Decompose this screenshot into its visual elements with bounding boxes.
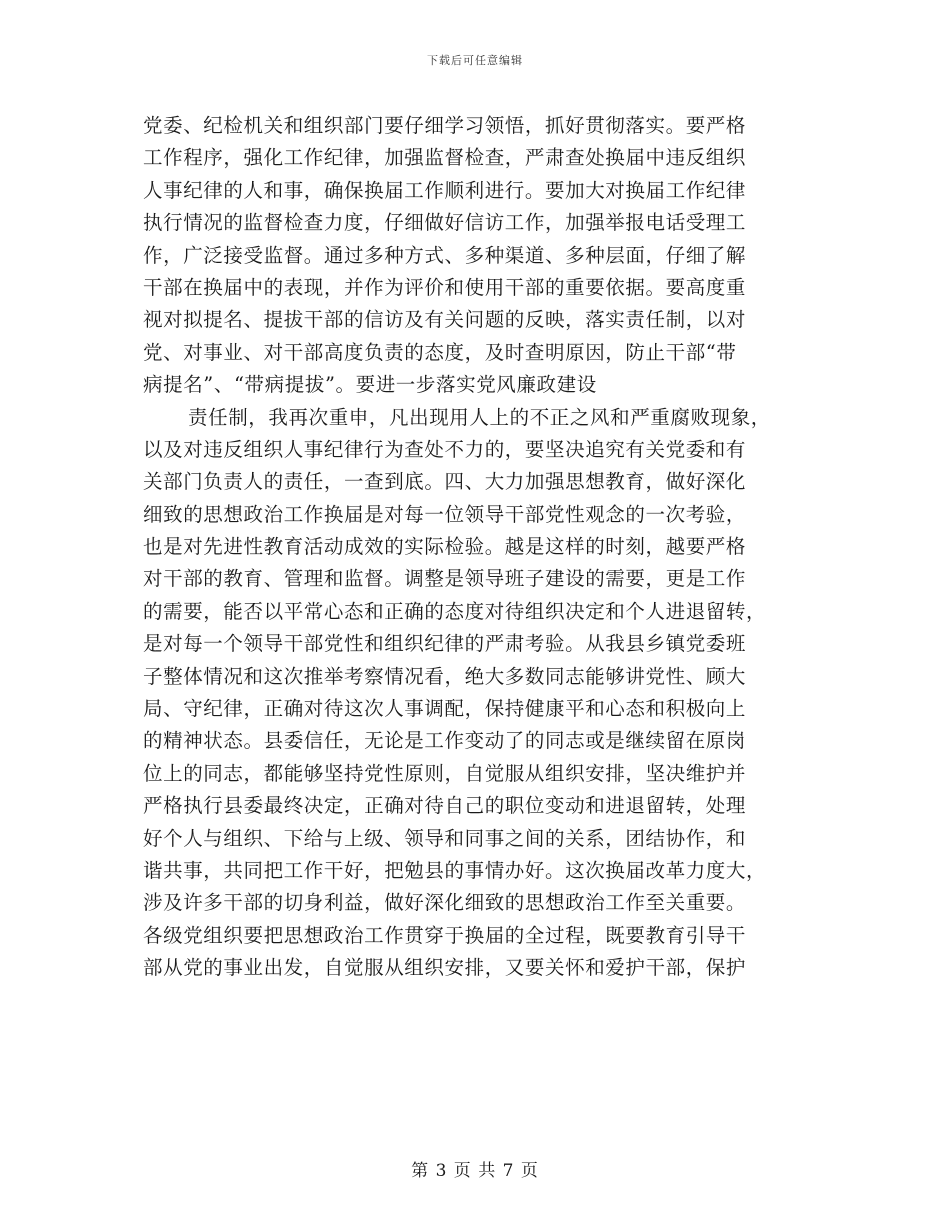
text-line: 视对拟提名、提拔干部的信访及有关问题的反映，落实责任制，以对	[143, 308, 747, 332]
text-line: 病提名”、“带病提拔”。要进一步落实党风廉政建设	[143, 373, 597, 397]
text-line: 部从党的事业出发，自觉服从组织安排，又要关怀和爱护干部，保护	[143, 956, 747, 980]
text-line: 也是对先进性教育活动成效的实际检验。越是这样的时刻，越要严格	[143, 535, 747, 559]
text-line: 对干部的教育、管理和监督。调整是领导班子建设的需要，更是工作	[143, 567, 747, 591]
text-line: 关部门负责人的责任，一查到底。四、大力加强思想教育，做好深化	[143, 470, 747, 494]
page-header: 下载后可任意编辑	[427, 54, 523, 67]
text-line: 位上的同志，都能够坚持党性原则，自觉服从组织安排，坚决维护并	[143, 761, 747, 785]
page-number-footer: 第 3 页 共 7 页	[411, 1161, 539, 1181]
text-line: 工作程序，强化工作纪律，加强监督检查，严肃查处换届中违反组织	[143, 146, 747, 170]
document-body	[143, 110, 798, 985]
text-line: 严格执行县委最终决定，正确对待自己的职位变动和进退留转，处理	[143, 794, 747, 818]
text-line: 党委、纪检机关和组织部门要仔细学习领悟，抓好贯彻落实。要严格	[143, 114, 747, 137]
text-line: 子整体情况和这次推举考察情况看，绝大多数同志能够讲党性、顾大	[143, 664, 747, 688]
text-line: 以及对违反组织人事纪律行为查处不力的，要坚决追究有关党委和有	[143, 437, 747, 461]
text-line: 好个人与组织、下给与上级、领导和同事之间的关系，团结协作，和	[143, 826, 747, 850]
text-line: 各级党组织要把思想政治工作贯穿于换届的全过程，既要教育引导干	[143, 923, 747, 947]
text-line: 党、对事业、对干部高度负责的态度，及时查明原因，防止干部“带	[143, 340, 737, 364]
text-line: 是对每一个领导干部党性和组织纪律的严肃考验。从我县乡镇党委班	[143, 632, 747, 656]
text-line: 谐共事，共同把工作干好，把勉县的事情办好。这次换届改革力度大，	[143, 858, 767, 882]
text-line: 干部在换届中的表现，并作为评价和使用干部的重要依据。要高度重	[143, 275, 747, 299]
text-line: 执行情况的监督检查力度，仔细做好信访工作，加强举报电话受理工	[143, 211, 747, 235]
text-line: 涉及许多干部的切身利益，做好深化细致的思想政治工作至关重要。	[143, 891, 747, 915]
text-line: 人事纪律的人和事，确保换届工作顺利进行。要加大对换届工作纪律	[143, 178, 747, 202]
text-line: 的精神状态。县委信任，无论是工作变动了的同志或是继续留在原岗	[143, 729, 747, 753]
text-line: 的需要，能否以平常心态和正确的态度对待组织决定和个人进退留转，	[143, 599, 767, 623]
text-line: 作，广泛接受监督。通过多种方式、多种渠道、多种层面，仔细了解	[143, 243, 747, 267]
text-line-paragraph-start: 责任制，我再次重申，凡出现用人上的不正之风和严重腐败现象，	[188, 405, 771, 429]
text-line: 细致的思想政治工作换届是对每一位领导干部党性观念的一次考验，	[143, 502, 747, 526]
text-line: 局、守纪律，正确对待这次人事调配，保持健康平和心态和积极向上	[143, 697, 747, 721]
